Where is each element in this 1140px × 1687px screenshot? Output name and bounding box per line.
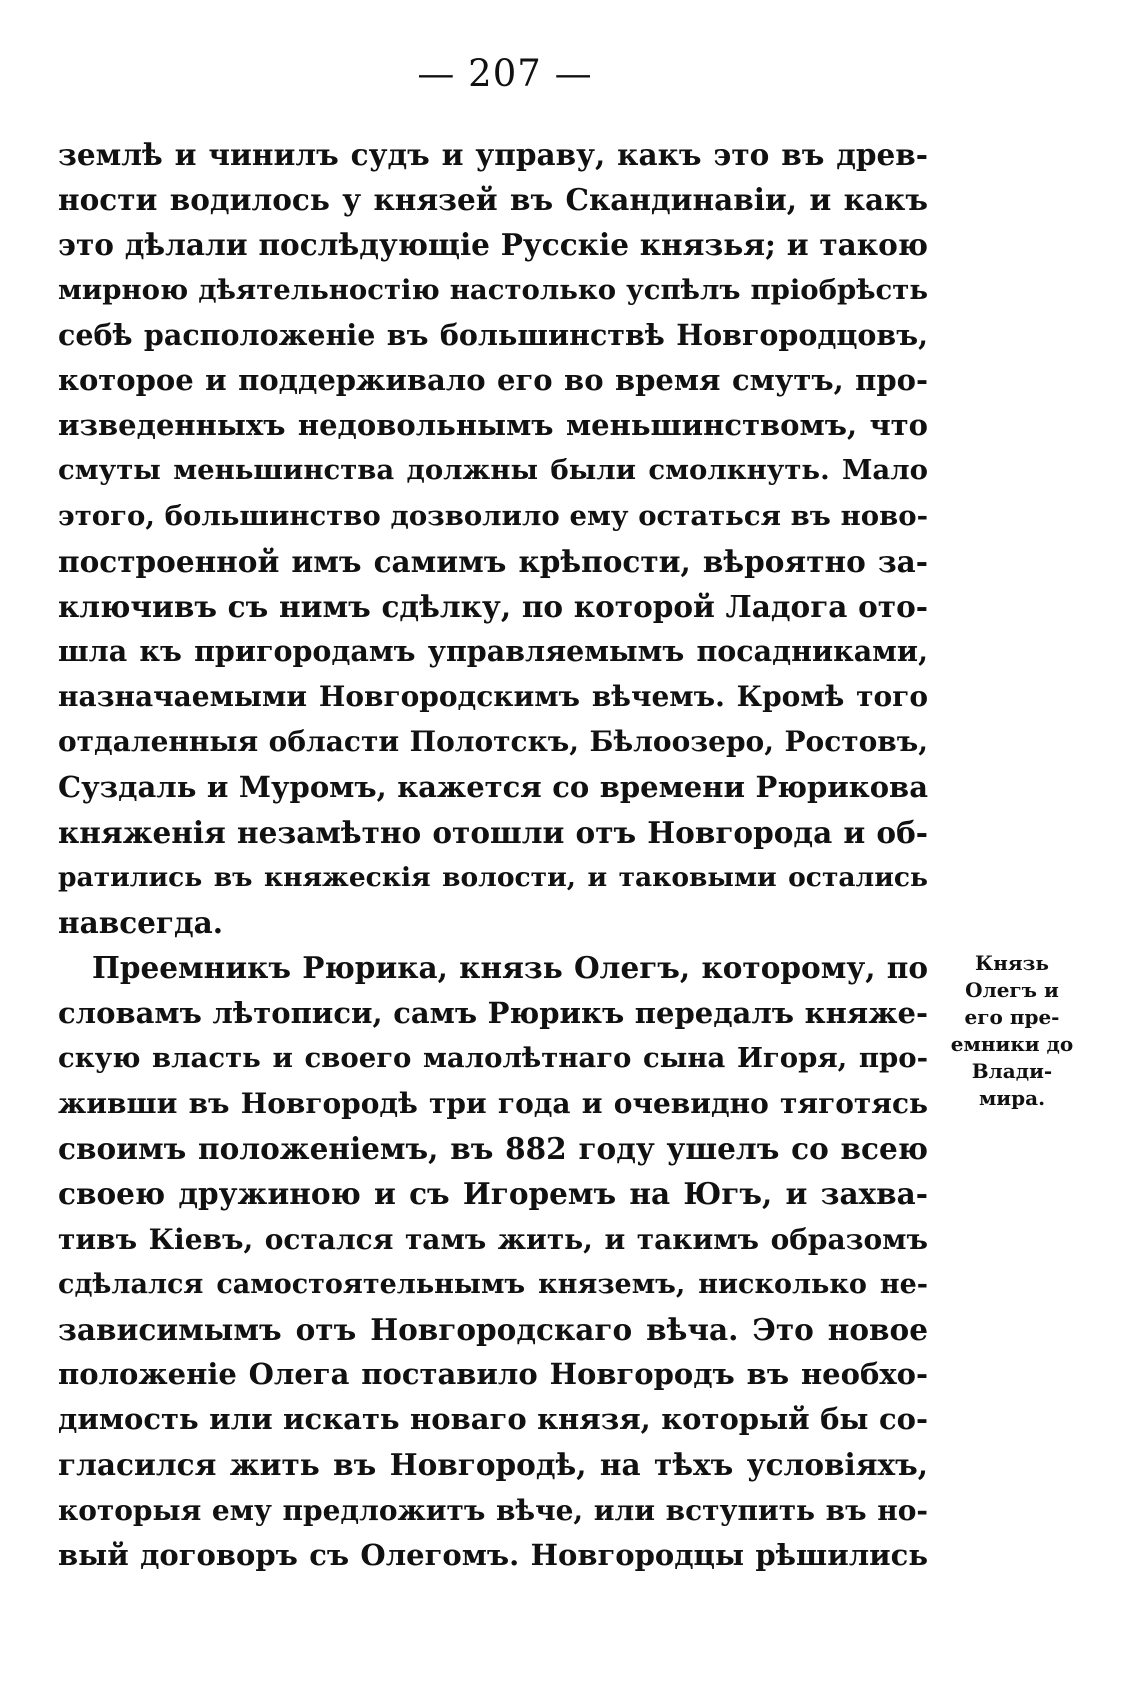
margin-note xyxy=(948,950,1076,1112)
paragraph-1 xyxy=(58,132,928,945)
text-line: димость или искать новаго князя, который бы со- xyxy=(58,1402,928,1437)
text-line: гласился жить въ Новгородѣ, на тѣхъ условіяхъ, xyxy=(58,1447,928,1483)
margin-note-line: емники до xyxy=(950,1032,1074,1056)
text-line: построенной имъ самимъ крѣпости, вѣроятно за- xyxy=(58,543,928,579)
text-line: которое и поддерживало его во время смутъ, про- xyxy=(58,362,928,397)
text-line: навсегда. xyxy=(58,905,224,941)
text-line: себѣ расположеніе въ большинствѣ Новгородцовъ, xyxy=(58,317,928,352)
text-line: зависимымъ отъ Новгородскаго вѣча. Это новое xyxy=(58,1311,928,1347)
text-line: которыя ему предложитъ вѣче, или вступить въ но- xyxy=(58,1493,928,1527)
text-line: Суздаль и Муромъ, кажется со времени Рюрикова xyxy=(58,769,928,804)
text-line: шла къ пригородамъ управляемымъ посадниками, xyxy=(58,634,928,669)
margin-note-line: Князь xyxy=(975,951,1049,975)
text-line: своимъ положеніемъ, въ 882 году ушелъ со всею xyxy=(58,1131,928,1167)
paragraph-2 xyxy=(58,945,928,1578)
text-line: вый договоръ съ Олегомъ. Новгородцы рѣшились xyxy=(58,1537,928,1572)
text-line: положеніе Олега поставило Новгородъ въ необхо- xyxy=(58,1357,928,1392)
text-line: ключивъ съ нимъ сдѣлку, по которой Ладога ото- xyxy=(58,588,928,624)
text-line: тивъ Кіевъ, остался тамъ жить, и такимъ образомъ xyxy=(58,1222,928,1256)
text-line: ности водилось у князей въ Скандинавіи, и какъ xyxy=(58,182,928,218)
text-line: сдѣлался самостоятельнымъ княземъ, нисколько не- xyxy=(58,1268,928,1300)
text-line: смуты меньшинства должны были смолкнуть. Мало xyxy=(58,454,928,487)
margin-note-line: Олегъ и xyxy=(965,978,1059,1002)
text-line: ратились въ княжескія волости, и таковыми остались xyxy=(58,862,928,893)
margin-note-line: мира. xyxy=(978,1086,1046,1110)
text-line: назначаемыми Новгородскимъ вѣчемъ. Кромѣ того xyxy=(58,680,928,714)
margin-note-line: его пре- xyxy=(964,1005,1060,1029)
text-line: землѣ и чинилъ судъ и управу, какъ это въ древ- xyxy=(58,137,928,172)
text-line: живши въ Новгородѣ три года и очевидно тяготясь xyxy=(58,1086,928,1120)
text-line: отдаленныя области Полотскъ, Бѣлоозеро, Ростовъ, xyxy=(58,725,928,759)
text-line: этого, большинство дозволило ему остаться въ ново- xyxy=(58,499,928,532)
page-number: — 207 — xyxy=(417,52,593,95)
text-line: скую власть и своего малолѣтнаго сына Игоря, про- xyxy=(58,1041,928,1074)
text-line: своею дружиною и съ Игоремъ на Югъ, и захва- xyxy=(58,1176,928,1212)
body-text xyxy=(58,132,928,1578)
text-line: Преемникъ Рюрика, князь Олегъ, которому, по xyxy=(92,950,928,986)
text-line: это дѣлали послѣдующіе Русскіе князья; и такою xyxy=(58,227,928,263)
margin-note-line: Влади- xyxy=(971,1059,1053,1083)
text-line: мирною дѣятельностію настолько успѣлъ пріобрѣсть xyxy=(58,273,928,306)
text-line: изведенныхъ недовольнымъ меньшинствомъ, что xyxy=(58,408,928,443)
text-line: словамъ лѣтописи, самъ Рюрикъ передалъ княже- xyxy=(58,995,928,1030)
text-line: княженія незамѣтно отошли отъ Новгорода и об- xyxy=(58,814,928,850)
